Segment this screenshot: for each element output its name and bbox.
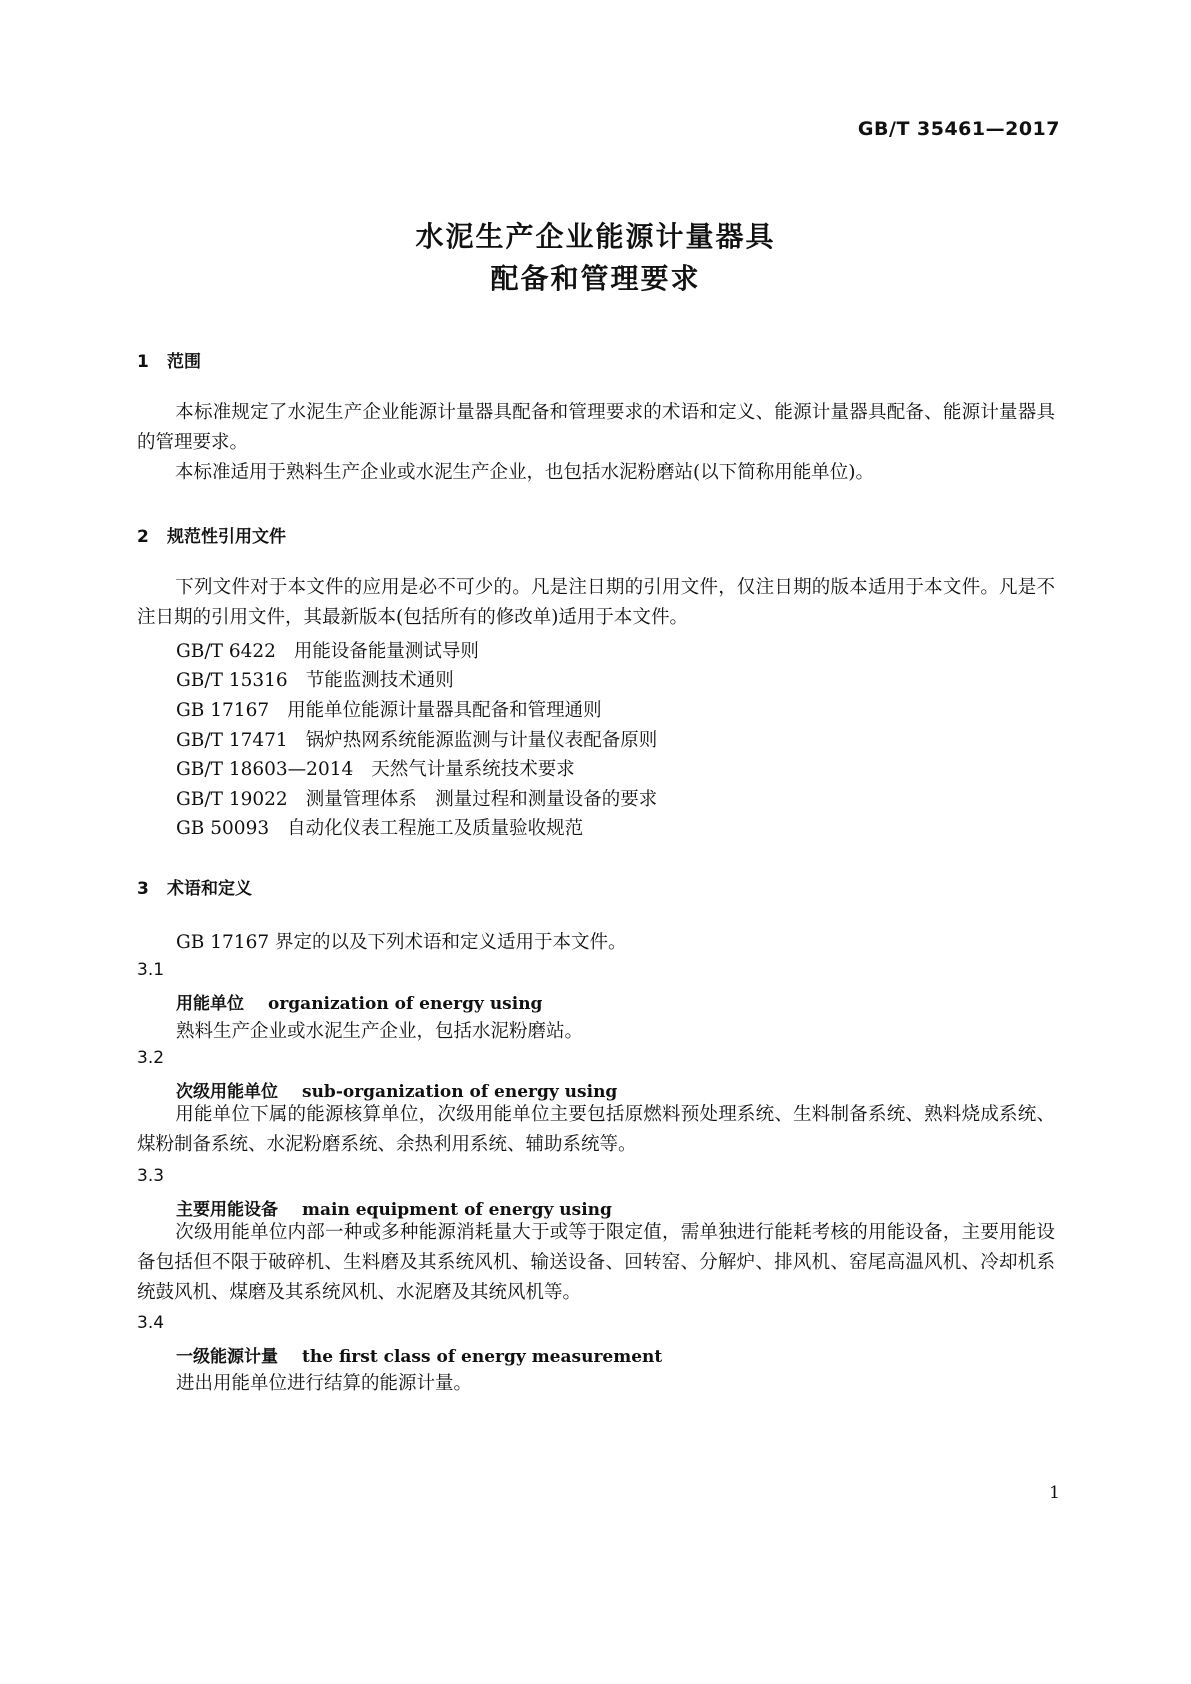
section-title: 术语和定义 xyxy=(167,879,252,899)
section-3-heading xyxy=(137,874,252,899)
section-1-paragraph-2: 本标准适用于熟料生产企业或水泥生产企业，也包括水泥粉磨站(以下简称用能单位)。 xyxy=(175,462,874,483)
reference-title: 锅炉热网系统能源监测与计量仪表配备原则 xyxy=(305,730,658,751)
term-en: organization of energy using xyxy=(268,994,543,1014)
normative-reference xyxy=(176,785,657,811)
term-zh: 一级能源计量 xyxy=(176,1347,278,1367)
section-3-intro: GB 17167 界定的以及下列术语和定义适用于本文件。 xyxy=(176,932,627,953)
term-heading xyxy=(176,989,542,1014)
reference-title: 测量管理体系 测量过程和测量设备的要求 xyxy=(305,789,658,810)
document-title-line-2: 配备和管理要求 xyxy=(490,262,701,295)
section-number: 3 xyxy=(137,879,149,899)
normative-reference xyxy=(176,696,602,722)
term-definition: 进出用能单位进行结算的能源计量。 xyxy=(176,1373,473,1394)
section-number: 1 xyxy=(137,352,149,372)
term-en: the first class of energy measurement xyxy=(302,1347,663,1367)
term-heading xyxy=(176,1342,662,1367)
normative-reference xyxy=(176,637,479,663)
section-title: 范围 xyxy=(167,352,201,372)
reference-title: 节能监测技术通则 xyxy=(305,670,454,691)
normative-reference xyxy=(176,726,657,752)
reference-code: GB/T 18603—2014 xyxy=(176,759,354,780)
reference-title: 用能单位能源计量器具配备和管理通则 xyxy=(287,700,602,721)
section-2-heading xyxy=(137,522,286,547)
term-number: 3.2 xyxy=(137,1048,165,1068)
section-1-heading xyxy=(137,347,201,372)
normative-reference xyxy=(176,814,583,840)
reference-code: GB/T 15316 xyxy=(176,670,288,691)
reference-title: 天然气计量系统技术要求 xyxy=(371,759,575,780)
reference-code: GB 17167 xyxy=(176,700,270,721)
page-number: 1 xyxy=(1049,1483,1060,1503)
reference-title: 用能设备能量测试导则 xyxy=(293,641,479,662)
normative-reference xyxy=(176,666,454,692)
term-definition: 用能单位下属的能源核算单位，次级用能单位主要包括原燃料预处理系统、生料制备系统、熟料烧成系统、煤粉制备系统、水泥粉磨系统、余热利用系统、辅助系统等。 xyxy=(137,1104,1055,1155)
term-en: main equipment of energy using xyxy=(302,1200,612,1220)
term-definition: 次级用能单位内部一种或多种能源消耗量大于或等于限定值，需单独进行能耗考核的用能设备，主要用能设备包括但不限于破碎机、生料磨及其系统风机、输送设备、回转窑、分解炉、排风机、窑尾高温风机、冷却机系统鼓风机、煤磨及其系统风机、水泥磨及其统风机等。 xyxy=(137,1222,1055,1303)
term-number: 3.3 xyxy=(137,1166,165,1186)
section-2-intro: 下列文件对于本文件的应用是必不可少的。凡是注日期的引用文件，仅注日期的版本适用于本文件。凡是不注日期的引用文件，其最新版本(包括所有的修改单)适用于本文件。 xyxy=(137,577,1055,628)
term-definition: 熟料生产企业或水泥生产企业，包括水泥粉磨站。 xyxy=(176,1021,584,1042)
term-zh: 次级用能单位 xyxy=(176,1082,278,1102)
term-number: 3.4 xyxy=(137,1313,165,1333)
reference-code: GB/T 19022 xyxy=(176,789,288,810)
reference-title: 自动化仪表工程施工及质量验收规范 xyxy=(287,818,584,839)
document-title-line-1: 水泥生产企业能源计量器具 xyxy=(415,220,776,253)
section-1-paragraph-1: 本标准规定了水泥生产企业能源计量器具配备和管理要求的术语和定义、能源计量器具配备、能源计量器具的管理要求。 xyxy=(137,402,1055,453)
term-zh: 用能单位 xyxy=(176,994,244,1014)
term-number: 3.1 xyxy=(137,960,165,980)
term-en: sub-organization of energy using xyxy=(302,1082,618,1102)
term-heading xyxy=(176,1195,612,1220)
section-number: 2 xyxy=(137,527,149,547)
reference-code: GB/T 6422 xyxy=(176,641,276,662)
reference-code: GB/T 17471 xyxy=(176,730,288,751)
standard-number: GB/T 35461—2017 xyxy=(857,118,1060,140)
section-title: 规范性引用文件 xyxy=(167,527,286,547)
term-heading xyxy=(176,1077,617,1102)
term-zh: 主要用能设备 xyxy=(176,1200,278,1220)
normative-reference xyxy=(176,755,575,781)
reference-code: GB 50093 xyxy=(176,818,270,839)
